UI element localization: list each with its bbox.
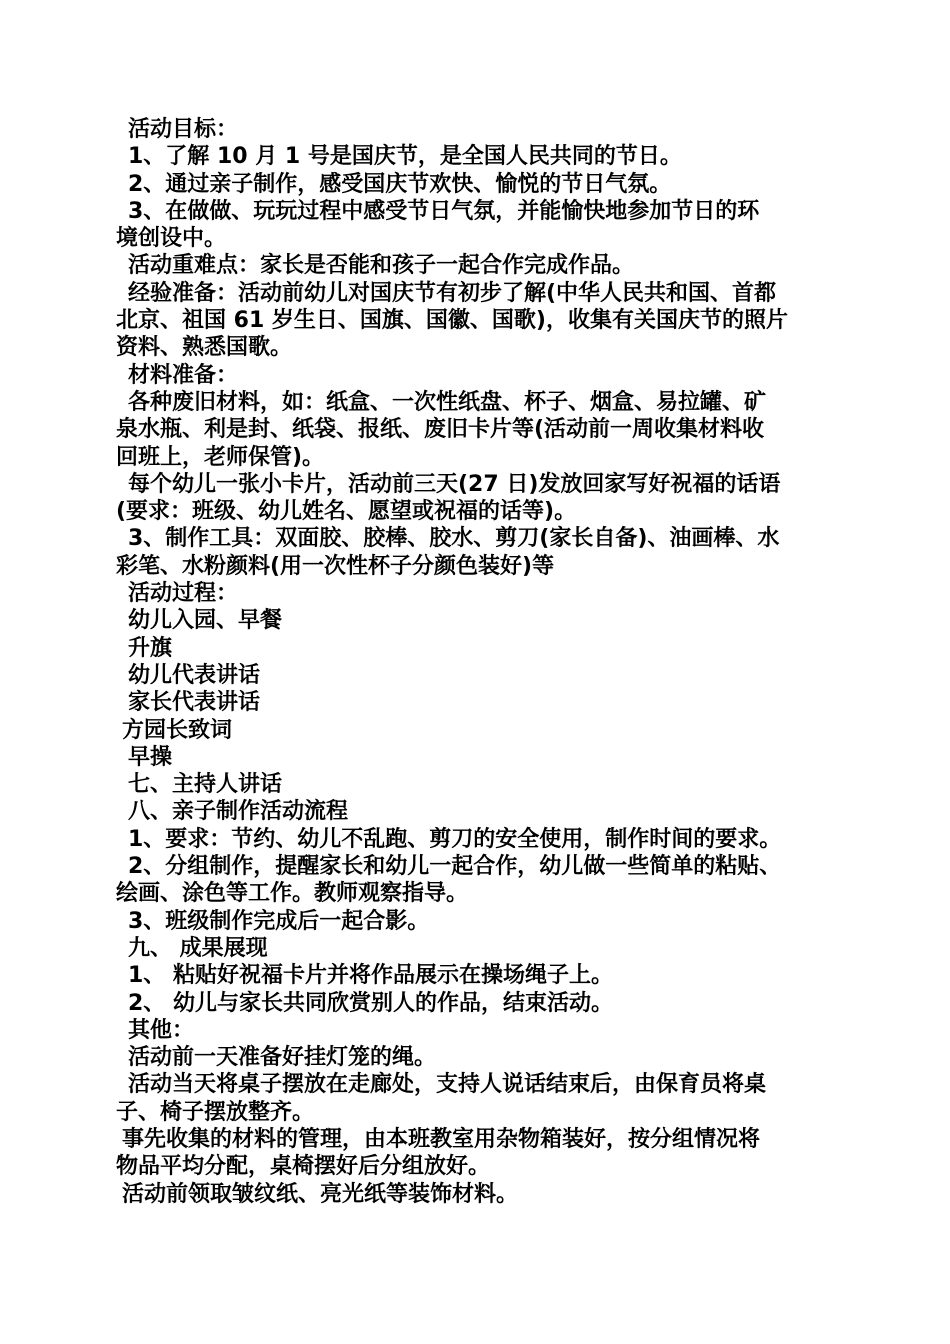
flow-item-2: 2、分组制作，提醒家长和幼儿一起合作，幼儿做一些简单的粘贴、 <box>128 854 782 880</box>
process-step: 家长代表讲话 <box>128 690 261 716</box>
other-item-3-cont: 物品平均分配，桌椅摆好后分组放好。 <box>116 1154 491 1180</box>
process-step-7: 七、主持人讲话 <box>128 772 283 798</box>
goal-item-2: 2、通过亲子制作，感受国庆节欢快、愉悦的节日气氛。 <box>128 171 672 197</box>
key-difficulty: 活动重难点：家长是否能和孩子一起合作完成作品。 <box>128 253 635 279</box>
process-step: 幼儿入园、早餐 <box>128 608 283 634</box>
process-step: 升旗 <box>128 635 173 661</box>
process-step: 早操 <box>128 744 173 770</box>
result-item-2: 2、 幼儿与家长共同欣赏别人的作品，结束活动。 <box>128 990 613 1016</box>
flow-item-2-cont: 绘画、涂色等工作。教师观察指导。 <box>116 881 469 907</box>
other-item-2: 活动当天将桌子摆放在走廊处，支持人说话结束后，由保育员将桌 <box>128 1072 767 1098</box>
result-item-1: 1、 粘贴好祝福卡片并将作品展示在操场绳子上。 <box>128 963 613 989</box>
process-step: 方园长致词 <box>122 717 233 743</box>
heading-activity-goals: 活动目标： <box>128 117 239 142</box>
heading-activity-process: 活动过程： <box>128 581 239 607</box>
process-step-8: 八、亲子制作活动流程 <box>128 799 349 825</box>
other-item-1: 活动前一天准备好挂灯笼的绳。 <box>128 1045 437 1071</box>
document-page <box>116 116 836 1208</box>
other-item-3: 事先收集的材料的管理，由本班教室用杂物箱装好，按分组情况将 <box>122 1126 761 1152</box>
process-step-9: 九、 成果展现 <box>128 935 268 961</box>
flow-item-1: 1、要求：节约、幼儿不乱跑、剪刀的安全使用，制作时间的要求。 <box>128 826 782 852</box>
materials-item-2: 每个幼儿一张小卡片，活动前三天(27 日)发放回家写好祝福的话语 <box>128 471 781 497</box>
other-item-2-cont: 子、椅子摆放整齐。 <box>116 1099 315 1125</box>
materials-item-3: 3、制作工具：双面胶、胶棒、胶水、剪刀(家长自备)、油画棒、水 <box>128 526 780 552</box>
materials-item-1: 各种废旧材料，如：纸盒、一次性纸盘、杯子、烟盒、易拉罐、矿 <box>128 389 767 415</box>
heading-materials: 材料准备： <box>128 362 239 388</box>
materials-item-2-cont: (要求：班级、幼儿姓名、愿望或祝福的话等)。 <box>116 499 577 525</box>
goal-item-3-cont: 境创设中。 <box>116 226 227 252</box>
experience-prep-cont-2: 资料、熟悉国歌。 <box>116 335 293 361</box>
materials-item-3-cont: 彩笔、水粉颜料(用一次性杯子分颜色装好)等 <box>116 553 555 579</box>
heading-other: 其他： <box>128 1017 195 1043</box>
materials-item-1-cont-2: 回班上，老师保管)。 <box>116 444 325 470</box>
goal-item-1: 1、了解 10 月 1 号是国庆节，是全国人民共同的节日。 <box>128 144 682 170</box>
other-item-4: 活动前领取皱纹纸、亮光纸等装饰材料。 <box>122 1181 519 1207</box>
goal-item-3: 3、在做做、玩玩过程中感受节日气氛，并能愉快地参加节日的环 <box>128 198 760 224</box>
process-step: 幼儿代表讲话 <box>128 662 261 688</box>
experience-prep-cont-1: 北京、祖国 61 岁生日、国旗、国徽、国歌)，收集有关国庆节的照片 <box>116 308 788 334</box>
materials-item-1-cont-1: 泉水瓶、利是封、纸袋、报纸、废旧卡片等(活动前一周收集材料收 <box>116 417 765 443</box>
flow-item-3: 3、班级制作完成后一起合影。 <box>128 908 430 934</box>
experience-prep: 经验准备：活动前幼儿对国庆节有初步了解(中华人民共和国、首都 <box>128 280 777 306</box>
